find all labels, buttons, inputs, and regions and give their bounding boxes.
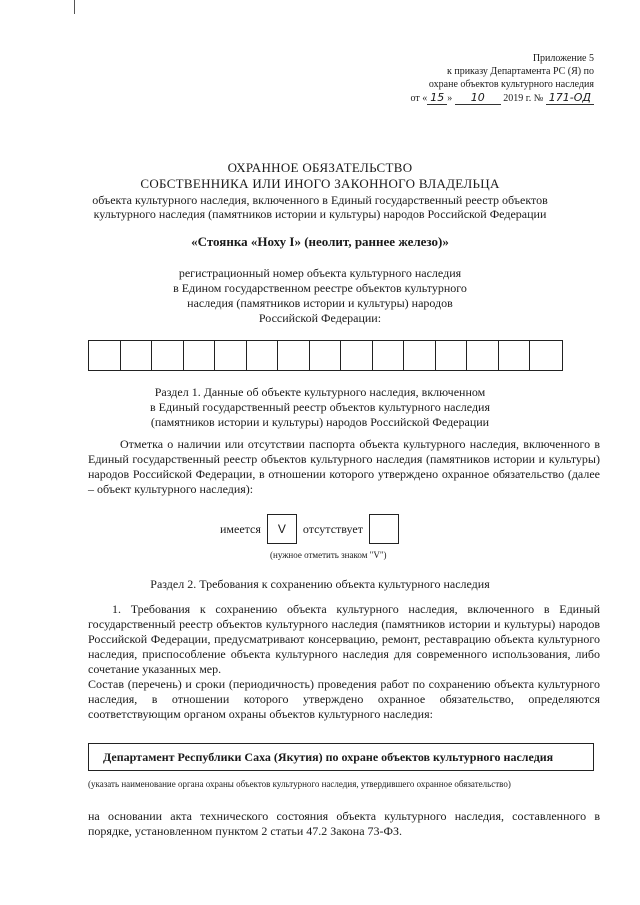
department-field[interactable] bbox=[88, 743, 594, 771]
department-note: (указать наименование органа охраны объектов культурного наследия, утвердившего охранное обязательство) bbox=[88, 779, 511, 789]
registration-line-4: Российской Федерации: bbox=[258, 311, 382, 325]
passport-check-row bbox=[220, 514, 405, 544]
section-1-line-3: (памятников истории и культуры) народов Российской Федерации bbox=[150, 415, 490, 429]
date-month: 10 bbox=[455, 91, 501, 105]
appendix-date-line bbox=[384, 91, 594, 105]
reg-digit-cell[interactable] bbox=[310, 341, 342, 370]
registration-line-3: наследия (памятников истории и культуры) народов bbox=[187, 296, 453, 310]
title-line-3: объекта культурного наследия, включенного в Единый государственный реестр объектов bbox=[92, 193, 548, 207]
appendix-line-3: охране объектов культурного наследия bbox=[428, 79, 594, 90]
reg-digit-cell[interactable] bbox=[499, 341, 531, 370]
reg-digit-cell[interactable] bbox=[341, 341, 373, 370]
requirements-paragraph bbox=[88, 602, 600, 722]
reg-digit-cell[interactable] bbox=[404, 341, 436, 370]
reg-digit-cell[interactable] bbox=[89, 341, 121, 370]
date-year: 2019 г. № bbox=[503, 93, 544, 104]
appendix-header bbox=[384, 52, 594, 105]
reg-digit-cell[interactable] bbox=[436, 341, 468, 370]
registration-line-2: в Едином государственном реестре объектов культурного bbox=[173, 281, 467, 295]
title-line-4: культурного наследия (памятников истории и культуры) народов Российской Федерации bbox=[93, 207, 547, 221]
requirement-item-1: 1. Требования к сохранению объекта культурного наследия, включенного в Единый государственный реестр объектов культурного наследия (памятников истории и культуры) народов Российской Федерации, предусматривают консервацию, ремонт, реставрацию объекта культурного наследия, приспособление объекта культурного наследия для современного использования, либо сочетание указанных мер. bbox=[88, 602, 600, 676]
department-name: Департамент Республики Саха (Якутия) по охране объектов культурного наследия bbox=[103, 749, 554, 764]
section-2-heading: Раздел 2. Требования к сохранению объекта культурного наследия bbox=[150, 577, 490, 591]
title-line-1: ОХРАННОЕ ОБЯЗАТЕЛЬСТВО bbox=[227, 160, 413, 175]
reg-digit-cell[interactable] bbox=[530, 341, 562, 370]
reg-digit-cell[interactable] bbox=[373, 341, 405, 370]
date-day: 15 bbox=[427, 91, 447, 105]
margin-mark bbox=[74, 0, 75, 14]
reg-digit-cell[interactable] bbox=[152, 341, 184, 370]
passport-paragraph: Отметка о наличии или отсутствии паспорта объекта культурного наследия, включенного в Единый государственный реестр объектов культурного наследия (памятников истории и культуры) народов Российской Федерации, в отношении которого утверждено охранное обязательство (далее – объект культурного наследия): bbox=[88, 437, 600, 496]
appendix-line-2: к приказу Департамента РС (Я) по bbox=[446, 66, 594, 77]
section-1-line-2: в Единый государственный реестр объектов культурного наследия bbox=[150, 400, 490, 414]
reg-digit-cell[interactable] bbox=[184, 341, 216, 370]
order-number: 171-ОД bbox=[546, 91, 594, 105]
section-1-heading bbox=[40, 385, 600, 430]
object-name: «Стоянка «Ноху I» (неолит, раннее железо)» bbox=[191, 234, 449, 249]
appendix-line-1: Приложение 5 bbox=[532, 53, 594, 64]
reg-digit-cell[interactable] bbox=[467, 341, 499, 370]
present-label: имеется bbox=[220, 521, 261, 536]
absent-checkbox[interactable] bbox=[369, 514, 399, 544]
reg-digit-cell[interactable] bbox=[278, 341, 310, 370]
reg-digit-cell[interactable] bbox=[247, 341, 279, 370]
reg-digit-cell[interactable] bbox=[121, 341, 153, 370]
registration-number-boxes bbox=[88, 340, 563, 371]
requirement-item-2: Состав (перечень) и сроки (периодичность) проведения работ по сохранению объекта культурного наследия, в отношении которого утверждено охранное обязательство, определяются соответствующим органом охраны объектов культурного наследия: bbox=[88, 677, 600, 721]
check-note: (нужное отметить знаком "V") bbox=[270, 550, 387, 560]
title-line-2: СОБСТВЕННИКА ИЛИ ИНОГО ЗАКОННОГО ВЛАДЕЛЬЦА bbox=[140, 176, 500, 191]
basis-paragraph: на основании акта технического состояния объекта культурного наследия, составленного в порядке, установленном пунктом 2 статьи 47.2 Закона 73-ФЗ. bbox=[88, 809, 600, 838]
date-prefix: от « bbox=[410, 93, 428, 104]
absent-label: отсутствует bbox=[302, 521, 363, 536]
present-checkbox[interactable]: V bbox=[267, 514, 297, 544]
reg-digit-cell[interactable] bbox=[215, 341, 247, 370]
registration-line-1: регистрационный номер объекта культурного наследия bbox=[178, 266, 462, 280]
date-mid: » bbox=[447, 93, 453, 104]
registration-caption bbox=[40, 266, 600, 326]
section-1-line-1: Раздел 1. Данные об объекте культурного наследия, включенном bbox=[154, 385, 486, 399]
